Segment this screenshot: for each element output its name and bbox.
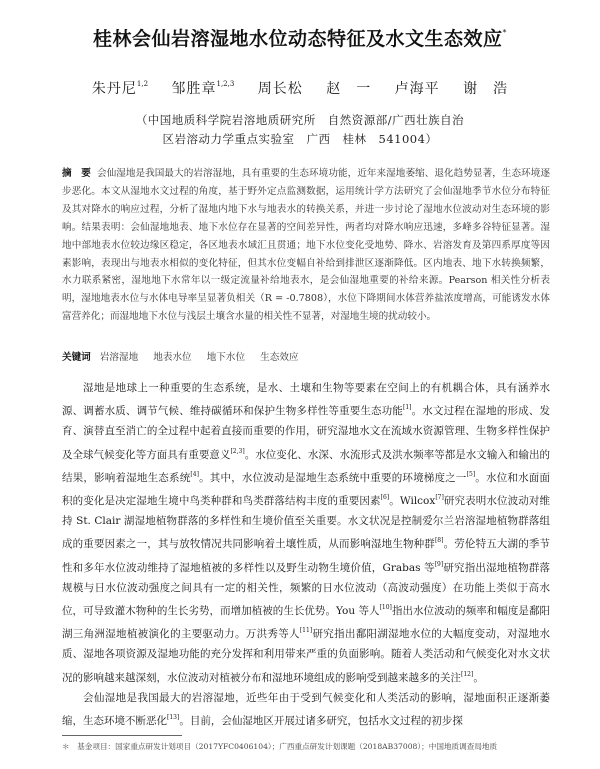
body-text-run: 指出水位波动的频率和幅度是鄱阳湖三角洲湿地植被演化的主要驱动力。万洪秀等人 xyxy=(62,605,550,641)
body-text-run: 。水位变化、水深、水流形式及洪水频率等都是水文输入和输出的结果，影响着湿地生态系统 xyxy=(62,448,551,484)
citation-ref: [12] xyxy=(461,670,474,678)
footnote-divider xyxy=(62,735,182,736)
author: 周长松 xyxy=(257,81,303,97)
keyword: 岩溶湿地 xyxy=(99,352,139,363)
body-text-run: 。其中，水位波动是湿地生态系统中重要的环境梯度之一 xyxy=(198,471,467,484)
keywords xyxy=(62,349,550,363)
body-text-run: 。劳伦特五大湖的季节性和多年水位波动维持了湿地植被的多样性以及野生动物生境价值，Grabas 等 xyxy=(62,538,551,574)
citation-ref: [11] xyxy=(299,627,313,635)
body-text-run: 研究指出鄱阳湖湿地水位的大幅度变动，对湿地水质、湿地各项资源及湿地功能的充分发挥和利用带来严重的负面影响。随着人类活动和气候变化对水文状况的影响越来越深刻，水位波动对植被分布和湿地环境组成的影响受到越来越多的关注 xyxy=(62,628,551,684)
author: 谢 浩 xyxy=(463,81,509,97)
title-text: 桂林会仙岩溶湿地水位动态特征及水文生态效应 xyxy=(92,28,503,50)
citation-ref: [13] xyxy=(167,714,180,722)
abstract xyxy=(62,165,550,326)
funding-footnote: ＊ 基金项目：国家重点研发计划项目（2017YFC0406104）；广西重点研发计划课题（2018AB37008）；中国地质调查局地质 xyxy=(62,742,498,751)
body-text xyxy=(62,378,550,731)
author: 邹胜章$^{1,2,3}$ xyxy=(171,80,235,97)
author: 朱丹尼$^{1,2}$ xyxy=(91,80,149,97)
author: 卢海平 xyxy=(394,81,440,97)
abstract-label: 摘 要 xyxy=(62,168,91,179)
body-text-run: 。水位和水面面积的变化是决定湿地生境中鸟类种群和鸟类群落结构丰度的重要因素 xyxy=(62,471,551,508)
citation-ref: [4] xyxy=(190,470,199,478)
keyword: 地下水位 xyxy=(206,352,246,363)
citation-ref: [5] xyxy=(466,470,476,478)
title-footnote-mark: * xyxy=(502,28,507,37)
abstract-text: 会仙湿地是我国最大的岩溶湿地，具有重要的生态环境功能，近年来湿地萎缩、退化趋势显著，生态环境逐步恶化。本文从湿地水文过程的角度，基于野外定点监测数据，运用统计学方法研究了会仙湿地季节水位分布特征及其对降水的响应过程，分析了湿地内地下水与地表水的转换关系，并进一步讨论了湿地水位波动对生态环境的影响。结果表明：会仙湿地地表、地下水位存在显著的空间差异性，两者均对降水响应迅速，多峰多谷特征显著。湿地中部地表水位较边缘区稳定，各区地表水域汇且贯通；地下水位变化受地势、降水、岩溶发育及第四系厚度等因素影响，表现出与地表水相似的变化特征，但其水位变幅自补给到排泄区逐渐降低。区内地表、地下水转换频繁，水力联系紧密，湿地地下水常年以一级定流量补给地表水，是会仙湿地重要的补给来源。Pearson 相关性分析表明，湿地地表水位与水体电导率呈显著负相关（R = -0.7808），水位下降期间水体营养盐浓度增高，可能诱发水体富营养化；而湿地地下水位与浅层土壤含水量的相关性不显著，对湿地生境的扰动较小。 xyxy=(62,168,551,323)
body-paragraph-2 xyxy=(62,688,550,731)
body-text-run: 。目前，会仙湿地区开展过诸多研究，包括水文过程的初步探 xyxy=(179,715,463,728)
paper-title xyxy=(0,24,600,51)
citation-ref: [6] xyxy=(380,494,390,502)
body-paragraph-1 xyxy=(62,378,550,688)
citation-ref: [8] xyxy=(434,537,444,545)
body-text-run: 湿地是地球上一种重要的生态系统，是水、土壤和生物等要素在空间上的有机耦合体，具有涵养水源、调蓄水质、调节气候、维持碳循环和保护生物多样性等重要生态功能 xyxy=(62,382,550,418)
body-text-run: 研究指出湿地植物群落规模与日水位波动强度之间具有一定的相关性，频繁的日水位波动（高波动强度）在功能上类似于高水位，可导致灌木物种的生长劣势，而增加植被的生长优势。You 等人 xyxy=(62,561,551,618)
author-list xyxy=(0,78,600,98)
citation-ref: [1] xyxy=(402,404,412,412)
author: 赵 一 xyxy=(326,81,372,97)
body-text-run: 。水文过程在湿地的形成、发育、演替直至消亡的全过程中起着直接而重要的作用，研究湿地水文在流域水资源管理、生物多样性保护及全球气候变化等方面具有重要意义 xyxy=(62,405,551,461)
body-text-run: 会仙湿地是我国最大的岩溶湿地，近些年由于受到气候变化和人类活动的影响，湿地面积正逐渐萎缩，生态环境不断恶化 xyxy=(62,691,550,728)
keyword: 生态效应 xyxy=(260,352,299,363)
keyword: 地表水位 xyxy=(153,352,192,363)
citation-ref: [2,3] xyxy=(230,447,245,455)
body-text-run: 研究表明水位波动对维持 St. Clair 湖湿地植物群落的多样性和生境价值至关重要。水文状况是控制爱尔兰岩溶湿地植物群落组成的重要因素之一，其与放牧情况共同影响着土壤性质，从而影响湿地生物种群 xyxy=(62,495,551,551)
body-text-run: 。 xyxy=(473,671,484,684)
citation-ref: [10] xyxy=(379,604,392,612)
citation-ref: [9] xyxy=(434,560,444,568)
keywords-label: 关键词 xyxy=(62,352,91,363)
affiliation-line-1: （中国地质科学院岩溶地质研究所 自然资源部/广西壮族自治 xyxy=(135,113,465,127)
affiliation-line-2: 区岩溶动力学重点实验室 广西 桂林 541004） xyxy=(162,132,438,146)
body-text-run: 。Wilcox xyxy=(389,495,436,508)
citation-ref: [7] xyxy=(435,494,444,502)
